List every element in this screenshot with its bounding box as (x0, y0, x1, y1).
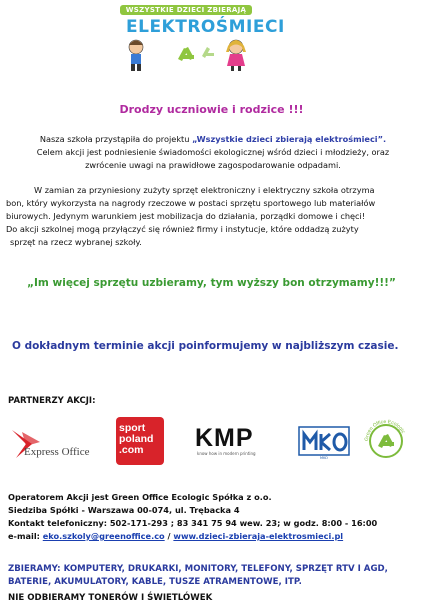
details-line-5: sprzęt na rzecz wybranej szkoły. (10, 237, 142, 247)
kmp-logo (195, 425, 281, 461)
intro-paragraph (18, 133, 408, 172)
sportpoland-text-3: .com (119, 444, 144, 456)
details-line-3: biurowych. Jedynym warunkiem jest mobilizacja do działania, porządki domowe i chęci! (6, 211, 366, 221)
green-office-logo (360, 415, 412, 467)
intro-line-2: Celem akcji jest podniesienie świadomości ekologicznej wśród dzieci i młodzieży, oraz (36, 147, 390, 157)
details-line-2: bon, który wykorzysta na nagrody rzeczowe w postaci sprzętu sportowego lub materiałów (6, 198, 376, 208)
greeting-heading: Drodzy uczniowie i rodzice !!! (119, 103, 304, 116)
details-line-1: W zamian za przyniesiony zużyty sprzęt elektroniczny i elektryczny szkoła otrzyma (34, 185, 375, 195)
operator-line-3: Kontakt telefoniczny: 502-171-293 ; 83 341 75 94 wew. 23; w godz. 8:00 - 16:00 (8, 518, 378, 528)
intro-line-3: zwrócenie uwagi na prawidłowe zagospodarowanie odpadami. (85, 160, 341, 170)
mko-logo (298, 426, 350, 462)
kmp-tagline: know how in modern printing (197, 451, 256, 456)
operator-line-4 (8, 530, 418, 543)
details-paragraph (6, 184, 418, 249)
operator-line-2: Siedziba Spółki - Warszawa 00-074, ul. Trębacka 4 (8, 505, 240, 515)
green-office-emblem-icon (360, 415, 412, 467)
not-collected-text: NIE ODBIERAMY TONERÓW I ŚWIETLÓWEK (8, 593, 213, 603)
kmp-text: KMP (195, 424, 254, 452)
project-name: „Wszystkie dzieci zbierają elektrośmieci”. (192, 134, 387, 144)
sportpoland-text-1: sport (119, 422, 146, 434)
email-link[interactable]: eko.szkoly@greenoffice.co (42, 531, 165, 541)
collected-items-text: ZBIERAMY: KOMPUTERY, DRUKARKI, MONITORY, TELEFONY, SPRZĘT RTV I AGD, BATERIE, AKUMULATORY, KABLE, TUSZE ATRAMENTOWE, ITP. (8, 564, 388, 587)
website-link[interactable]: www.dzieci-zbieraja-elektrosmieci.pl (173, 531, 344, 541)
logo-main-text: ELEKTROŚMIECI (126, 17, 285, 37)
intro-prefix: Nasza szkoła przystąpiła do projektu (39, 134, 193, 144)
operator-line-1: Operatorem Akcji jest Green Office Ecologic Spółka z o.o. (8, 492, 272, 502)
mko-text: MKO (320, 456, 328, 460)
slogan: „Im więcej sprzętu uzbieramy, tym wyższy bon otrzymamy!!!” (27, 277, 396, 289)
sportpoland-logo (116, 417, 164, 465)
express-office-logo (8, 424, 90, 468)
green-office-text: Green Office Ecologic (363, 418, 406, 442)
mko-emblem-icon (298, 426, 350, 456)
partners-title: PARTNERZY AKCJI: (8, 396, 96, 406)
intro-line-1 (18, 133, 408, 146)
operator-info (8, 491, 418, 543)
express-office-text: Express Office (24, 446, 90, 458)
project-logo (112, 3, 285, 73)
sportpoland-text-2: poland (119, 433, 154, 445)
link-separator: / (164, 531, 174, 541)
email-label: e-mail: (8, 531, 43, 541)
logo-top-text: WSZYSTKIE DZIECI ZBIERAJĄ (120, 5, 252, 15)
details-line-4: Do akcji szkolnej mogą przyłączyć się również firmy i instytucje, które oddadzą zużyty (6, 224, 359, 234)
notice-text: O dokładnym terminie akcji poinformujemy w najbliższym czasie. (12, 340, 399, 352)
logo-illustration-icon (112, 3, 285, 73)
